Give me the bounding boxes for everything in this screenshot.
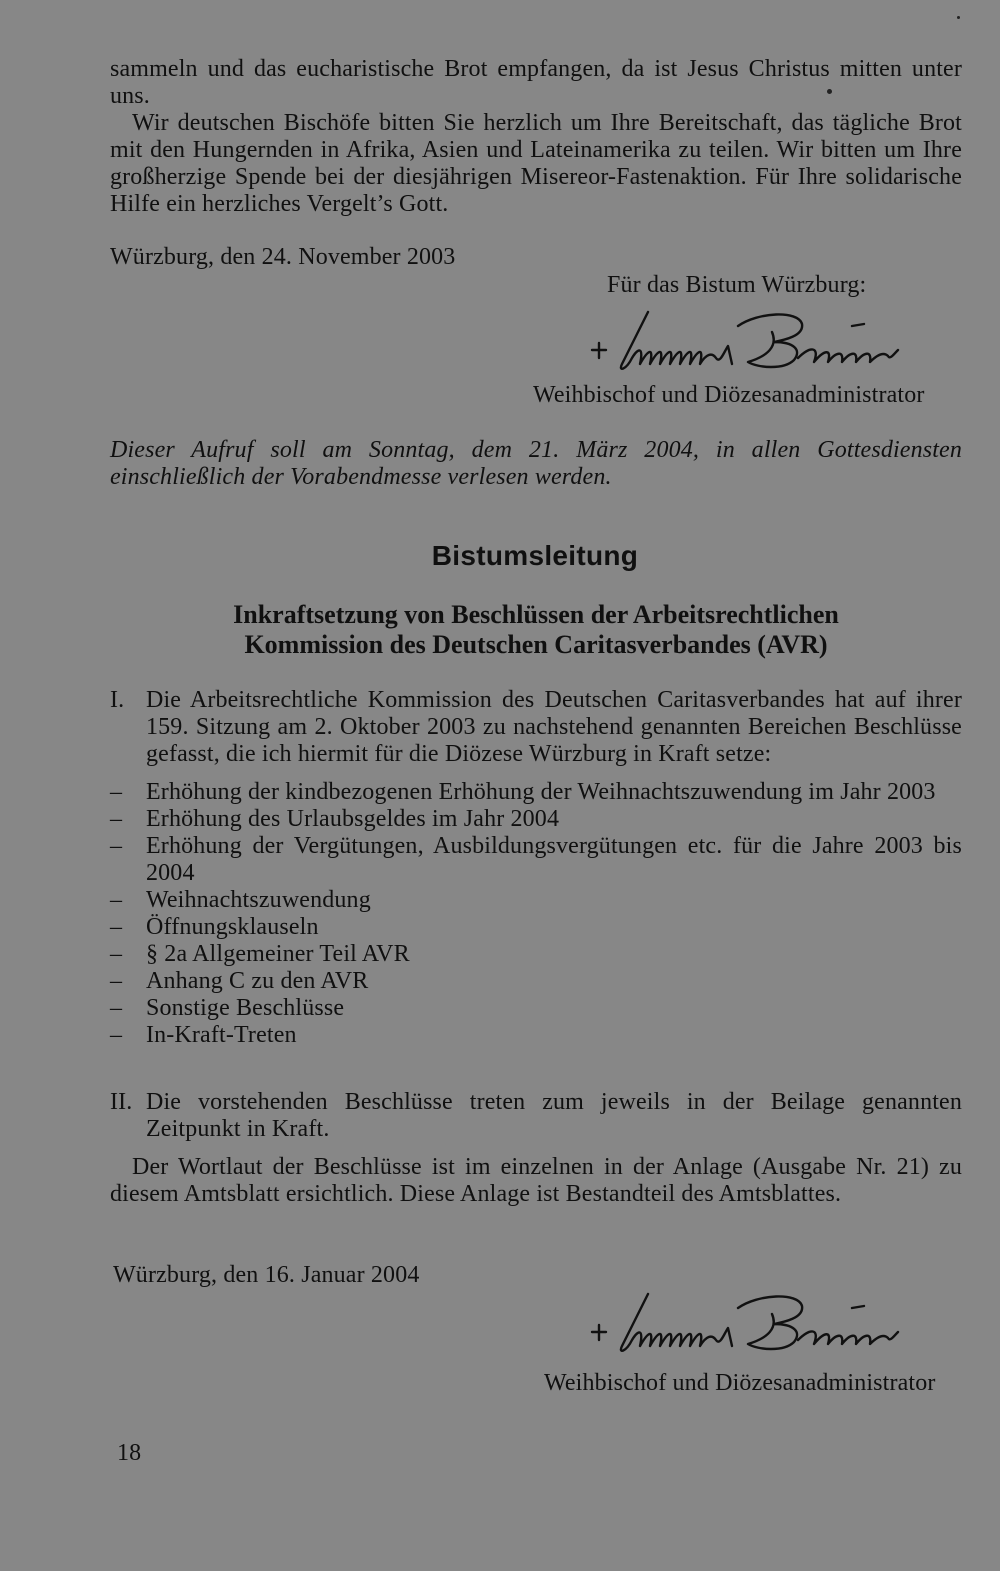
decision-list-item-text: Öffnungsklauseln <box>146 914 319 940</box>
intro-paragraph-2: Wir deutschen Bischöfe bitten Sie herzlich um Ihre Bereitschaft, das tägliche Brot mit den Hungernden in Afrika, Asien und Lateinamerika zu teilen. Wir bitten um Ihre großherzige Spende bei der diesjährigen Misereor-Fastenaktion. Für Ihre solidarische Hilfe ein herzliches Vergelt’s Gott. <box>110 110 962 217</box>
list-dash: – <box>110 995 123 1021</box>
place-date-1: Würzburg, den 24. November 2003 <box>110 244 456 270</box>
decree-title <box>110 600 962 660</box>
decision-list-item-text: Erhöhung der kindbezogenen Erhöhung der Weihnachtszuwendung im Jahr 2003 <box>146 779 936 805</box>
decision-list-item <box>110 995 962 1022</box>
list-dash: – <box>110 968 123 994</box>
item-1-text: Die Arbeitsrechtliche Kommission des Deutschen Caritasverbandes hat auf ihrer 159. Sitzung am 2. Oktober 2003 zu nachstehend genannten Bereichen Beschlüsse gefasst, die ich hiermit für die Diözese Würzburg in Kraft setze: <box>146 687 962 767</box>
scan-speck <box>957 16 960 19</box>
item-2-text: Die vorstehenden Beschlüsse treten zum jeweils in der Beilage genannten Zeitpunkt in Kraft. <box>146 1089 962 1142</box>
list-dash: – <box>110 779 123 805</box>
signature-1 <box>588 306 918 380</box>
decision-list-item <box>110 779 962 806</box>
item-2 <box>110 1089 962 1143</box>
decision-list-item-text: Erhöhung der Vergütungen, Ausbildungsvergütungen etc. für die Jahre 2003 bis 2004 <box>146 833 962 886</box>
list-dash: – <box>110 1022 123 1048</box>
decision-list-item-text: In-Kraft-Treten <box>146 1022 297 1048</box>
item-2-number: II. <box>110 1089 133 1115</box>
place-date-2: Würzburg, den 16. Januar 2004 <box>113 1262 420 1288</box>
list-dash: – <box>110 833 123 859</box>
decision-list-item <box>110 887 962 914</box>
section-heading: Bistumsleitung <box>431 540 639 571</box>
signature-title-2: Weihbischof und Diözesanadministrator <box>544 1370 936 1396</box>
closing-paragraph: Der Wortlaut der Beschlüsse ist im einzelnen in der Anlage (Ausgabe Nr. 21) zu diesem Amtsblatt ersichtlich. Diese Anlage ist Bestandteil des Amtsblattes. <box>110 1154 962 1207</box>
decision-list <box>110 779 962 1049</box>
decree-title-line-1: Inkraftsetzung von Beschlüssen der Arbeitsrechtlichen <box>233 600 839 629</box>
handwritten-signature-image <box>588 1288 918 1362</box>
decision-list-item-text: Sonstige Beschlüsse <box>146 995 345 1021</box>
decision-list-item-text: Weihnachtszuwendung <box>146 887 371 913</box>
item-1 <box>110 687 962 768</box>
list-dash: – <box>110 806 123 832</box>
decree-title-line-2: Kommission des Deutschen Caritasverbandes (AVR) <box>244 630 828 659</box>
signature-title-1: Weihbischof und Diözesanadministrator <box>533 382 925 408</box>
for-diocese-line: Für das Bistum Würzburg: <box>607 272 867 298</box>
handwritten-signature-image <box>588 306 918 380</box>
reading-instruction-note: Dieser Aufruf soll am Sonntag, dem 21. März 2004, in allen Gottesdiensten einschließlich der Vorabendmesse verlesen werden. <box>110 437 962 490</box>
list-dash: – <box>110 914 123 940</box>
decision-list-item <box>110 914 962 941</box>
intro-paragraph-1: sammeln und das eucharistische Brot empfangen, da ist Jesus Christus mitten unter uns. <box>110 56 962 109</box>
decision-list-item-text: Anhang C zu den AVR <box>146 968 369 994</box>
item-1-number: I. <box>110 687 125 713</box>
decision-list-item <box>110 968 962 995</box>
decision-list-item <box>110 1022 962 1049</box>
decision-list-item-text: § 2a Allgemeiner Teil AVR <box>146 941 410 967</box>
decision-list-item <box>110 833 962 887</box>
signature-2 <box>588 1288 918 1362</box>
list-dash: – <box>110 941 123 967</box>
decision-list-item <box>110 806 962 833</box>
page-number: 18 <box>117 1440 142 1466</box>
list-dash: – <box>110 887 123 913</box>
decision-list-item <box>110 941 962 968</box>
decision-list-item-text: Erhöhung des Urlaubsgeldes im Jahr 2004 <box>146 806 560 832</box>
